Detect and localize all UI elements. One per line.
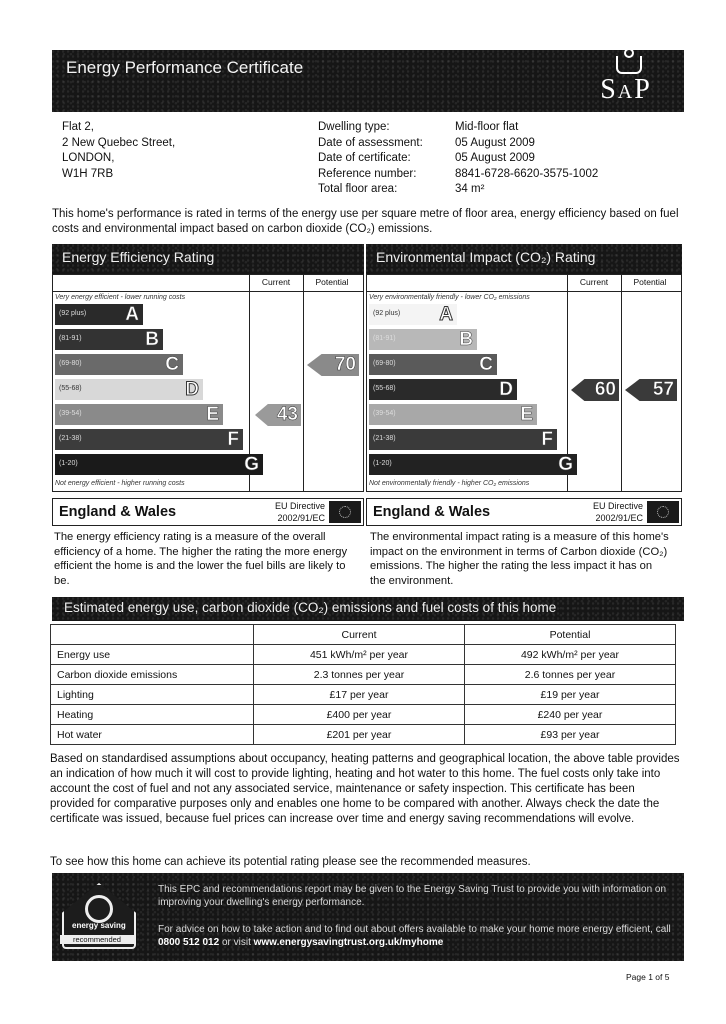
band-letter: C (165, 354, 179, 375)
band-range: (81-91) (59, 335, 82, 342)
detail-reference-number: Reference number: 8841-6728-6620-3575-1002 (318, 167, 599, 180)
environmental-impact-rating-panel (366, 244, 682, 528)
panel-heading: Energy Efficiency Rating (52, 244, 364, 274)
band-b (55, 329, 163, 350)
band-letter: G (244, 454, 259, 475)
address-line: LONDON, (62, 152, 115, 164)
est-advice-text: For advice on how to take action and to find out about offers available to make your home more energy efficient, call 0800 512 012 or visit www.energysavingtrust.org.uk/myhome (158, 924, 671, 948)
detail-dwelling-type: Dwelling type: Mid-floor flat (318, 121, 519, 133)
band-range: (39-54) (59, 410, 82, 417)
band-a (369, 304, 457, 325)
band-e (369, 404, 537, 425)
detail-certificate-date: Date of certificate: 05 August 2009 (318, 152, 535, 164)
column-potential: Potential (633, 277, 667, 287)
estimates-heading: Estimated energy use, carbon dioxide (CO₂) emissions and fuel costs of this home (52, 597, 684, 621)
eu-flag-icon (647, 501, 679, 523)
band-range: (1-20) (373, 460, 392, 467)
page-number: Page 1 of 5 (626, 972, 670, 982)
band-range: (21-38) (373, 435, 396, 442)
table-header-row (51, 625, 676, 645)
est-phone: 0800 512 012 (158, 937, 220, 948)
detail-floor-area: Total floor area: 34 m² (318, 183, 485, 195)
table-row: Hot water £201 per year £93 per year (51, 725, 676, 745)
region-label: England & Wales (59, 504, 177, 520)
band-f (369, 429, 557, 450)
address-line: W1H 7RB (62, 167, 114, 180)
table-row: Carbon dioxide emissions 2.3 tonnes per year 2.6 tonnes per year (51, 665, 676, 685)
band-letter: G (558, 454, 573, 475)
eu-flag-icon (329, 501, 361, 523)
column-potential: Potential (315, 277, 349, 287)
band-e (55, 404, 223, 425)
bottom-note: Not energy efficient - higher running costs (55, 480, 185, 487)
address-line: 2 New Quebec Street, (62, 136, 176, 149)
band-letter: B (459, 329, 473, 350)
table-row: Heating £400 per year £240 per year (51, 705, 676, 725)
band-range: (92 plus) (59, 310, 87, 317)
current-rating-arrow: 60 (571, 379, 619, 401)
table-row: Lighting £17 per year £19 per year (51, 685, 676, 705)
band-g (55, 454, 263, 475)
crown-icon (616, 56, 642, 74)
sap-logo (578, 54, 674, 110)
energy-rating-description: The energy efficiency rating is a measure of the overall efficiency of a home. The higher the rating the more energy efficient the home is and the lower the fuel bills are likely to be. (54, 531, 348, 587)
eu-directive: EU Directive 2002/91/EC (592, 501, 643, 523)
band-range: (1-20) (59, 460, 78, 467)
band-b (369, 329, 477, 350)
region-label: England & Wales (373, 504, 491, 520)
band-letter: A (439, 304, 453, 325)
band-d (55, 379, 203, 400)
band-letter: D (185, 379, 199, 400)
detail-assessment-date: Date of assessment: 05 August 2009 (318, 136, 535, 149)
est-website-link[interactable]: www.energysavingtrust.org.uk/myhome (253, 937, 444, 948)
band-range: (92 plus) (373, 310, 401, 317)
assumptions-paragraph: Based on standardised assumptions about occupancy, heating patterns and geographical location, the above table provides an indication of how much it will cost to provide lighting, heating and hot water to this home. The fuel costs only take into account the cost of fuel and not any associated service, maintenance or safety inspection. This certificate has been provided for comparative purposes only and enables one home to be compared with another. Always check the date the certificate was issued, because fuel prices can increase over time and energy saving recommendations will evolve. (50, 753, 680, 825)
band-range: (21-38) (59, 435, 82, 442)
band-letter: C (479, 354, 493, 375)
band-letter: D (499, 379, 513, 400)
band-range: (81-91) (373, 335, 396, 342)
panel-footer (52, 498, 364, 526)
certificate-header (52, 50, 684, 112)
rating-grid (366, 274, 682, 492)
certificate-title: Energy Performance Certificate (66, 58, 304, 77)
band-letter: F (541, 429, 553, 450)
sap-logo-letters: SAP (600, 74, 652, 105)
table-row: Energy use 451 kWh/m² per year 492 kWh/m² per year (51, 645, 676, 665)
est-info-text: This EPC and recommendations report may be given to the Energy Saving Trust to provide you with information on improving your dwelling's energy performance. (158, 884, 667, 908)
potential-rating-arrow: 57 (625, 379, 677, 401)
band-f (55, 429, 243, 450)
band-c (369, 354, 497, 375)
band-range: (55-68) (373, 385, 396, 392)
band-range: (69-80) (373, 360, 396, 367)
property-details (318, 120, 598, 198)
band-letter: E (206, 404, 219, 425)
energy-efficiency-rating-panel (52, 244, 364, 528)
band-g (369, 454, 577, 475)
band-letter: A (125, 304, 139, 325)
panel-heading: Environmental Impact (CO₂) Rating (366, 244, 682, 274)
top-note: Very energy efficient - lower running costs (55, 294, 186, 301)
property-address (62, 120, 175, 182)
band-range: (39-54) (373, 410, 396, 417)
band-letter: F (227, 429, 239, 450)
top-note: Very environmentally friendly - lower CO₂ emissions (369, 294, 530, 301)
column-current: Current (261, 277, 291, 287)
eu-directive: EU Directive 2002/91/EC (274, 501, 325, 523)
estimates-table (50, 624, 676, 745)
intro-text: This home's performance is rated in terms of the energy use per square metre of floor area, energy efficiency based on fuel costs and environmental impact based on carbon dioxide (CO₂) emissions. (52, 208, 679, 235)
address-line: Flat 2, (62, 121, 94, 133)
band-d (369, 379, 517, 400)
band-a (55, 304, 143, 325)
band-range: (55-68) (59, 385, 82, 392)
energy-saving-recommended-logo: energy saving recommended (58, 879, 136, 955)
recommended-measures-note: To see how this home can achieve its potential rating please see the recommended measures. (50, 856, 531, 868)
environmental-rating-description: The environmental impact rating is a measure of this home's impact on the environment in terms of Carbon dioxide (CO₂) emissions. The higher the rating the less impact it has on the environment. (370, 531, 669, 587)
band-letter: E (520, 404, 533, 425)
header-potential: Potential (465, 625, 676, 645)
bottom-note: Not environmentally friendly - higher CO₂ emissions (369, 480, 530, 487)
rating-grid (52, 274, 364, 492)
band-letter: B (145, 329, 159, 350)
potential-rating-arrow: 70 (307, 354, 359, 376)
swirl-icon (85, 895, 113, 923)
band-range: (69-80) (59, 360, 82, 367)
panel-footer (366, 498, 682, 526)
header-current: Current (254, 625, 465, 645)
column-current: Current (579, 277, 609, 287)
energy-saving-trust-box (52, 873, 684, 961)
current-rating-arrow: 43 (255, 404, 301, 426)
band-c (55, 354, 183, 375)
